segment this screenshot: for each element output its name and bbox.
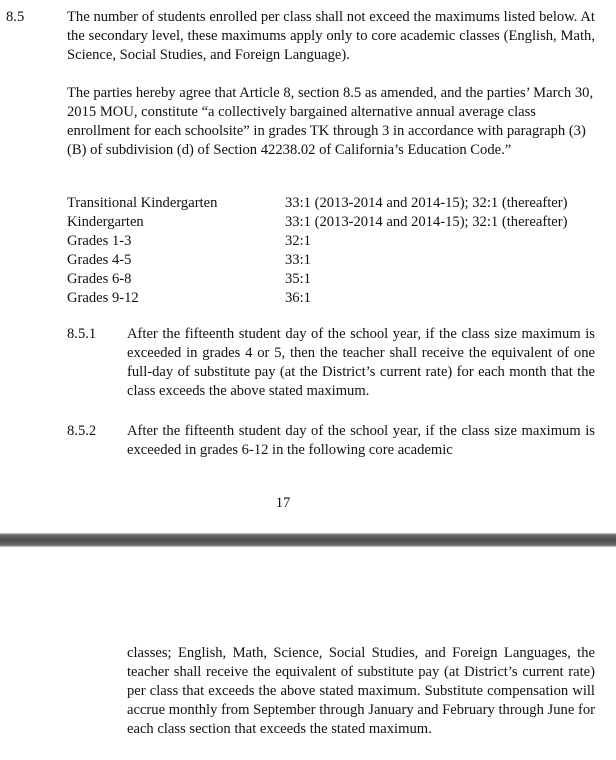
grade-label: Grades 4-5	[67, 252, 132, 268]
table-row	[67, 213, 595, 232]
ratio-value: 33:1	[285, 252, 311, 268]
ratio-value: 32:1	[285, 233, 311, 249]
continuation-paragraph: classes; English, Math, Science, Social Studies, and Foreign Languages, the teacher shall receive the equivalent of substitute pay (at District’s current rate) per class that exceeds the above stated maximum. Substitute compensation will accrue monthly from September through January and February through June for each class section that exceeds the stated maximum.	[127, 645, 595, 737]
grade-label: Grades 6-8	[67, 271, 132, 287]
subsection-text-8-5-2: After the fifteenth student day of the school year, if the class size maximum is exceeded in grades 6-12 in the following core academic	[127, 423, 595, 458]
subsection-number-8-5-1: 8.5.1	[67, 326, 97, 342]
table-row	[67, 232, 595, 251]
subsection-text-8-5-1: After the fifteenth student day of the school year, if the class size maximum is exceeded in grades 4 or 5, then the teacher shall receive the equivalent of one full-day of substitute pay (at the District’s current rate) for each month that the class exceeds the above stated maximum.	[127, 326, 595, 399]
ratio-value: 36:1	[285, 290, 311, 306]
class-size-table	[67, 194, 595, 308]
subsection-number-8-5-2: 8.5.2	[67, 423, 97, 439]
page-break-divider	[0, 533, 616, 547]
section-number: 8.5	[6, 9, 25, 25]
grade-label: Transitional Kindergarten	[67, 195, 218, 211]
grade-label: Kindergarten	[67, 214, 144, 230]
table-row	[67, 194, 595, 213]
section-paragraph-2: The parties hereby agree that Article 8, section 8.5 as amended, and the parties’ March 30, 2015 MOU, constitute “a collectively bargained alternative annual average class enrollment for each schoolsite” in grades TK through 3 in accordance with paragraph (3) (B) of subdivision (d) of Section 42238.02 of California’s Education Code.”	[67, 85, 594, 158]
ratio-value: 35:1	[285, 271, 311, 287]
table-row	[67, 270, 595, 289]
ratio-value: 33:1 (2013-2014 and 2014-15); 32:1 (thereafter)	[285, 195, 568, 211]
grade-label: Grades 1-3	[67, 233, 132, 249]
table-row	[67, 251, 595, 270]
grade-label: Grades 9-12	[67, 290, 139, 306]
table-row	[67, 289, 595, 308]
page-number: 17	[275, 495, 291, 511]
section-paragraph-1: The number of students enrolled per class shall not exceed the maximums listed below. At the secondary level, these maximums apply only to core academic classes (English, Math, Science, Social Studies, and Foreign Language).	[67, 9, 595, 63]
ratio-value: 33:1 (2013-2014 and 2014-15); 32:1 (thereafter)	[285, 214, 568, 230]
